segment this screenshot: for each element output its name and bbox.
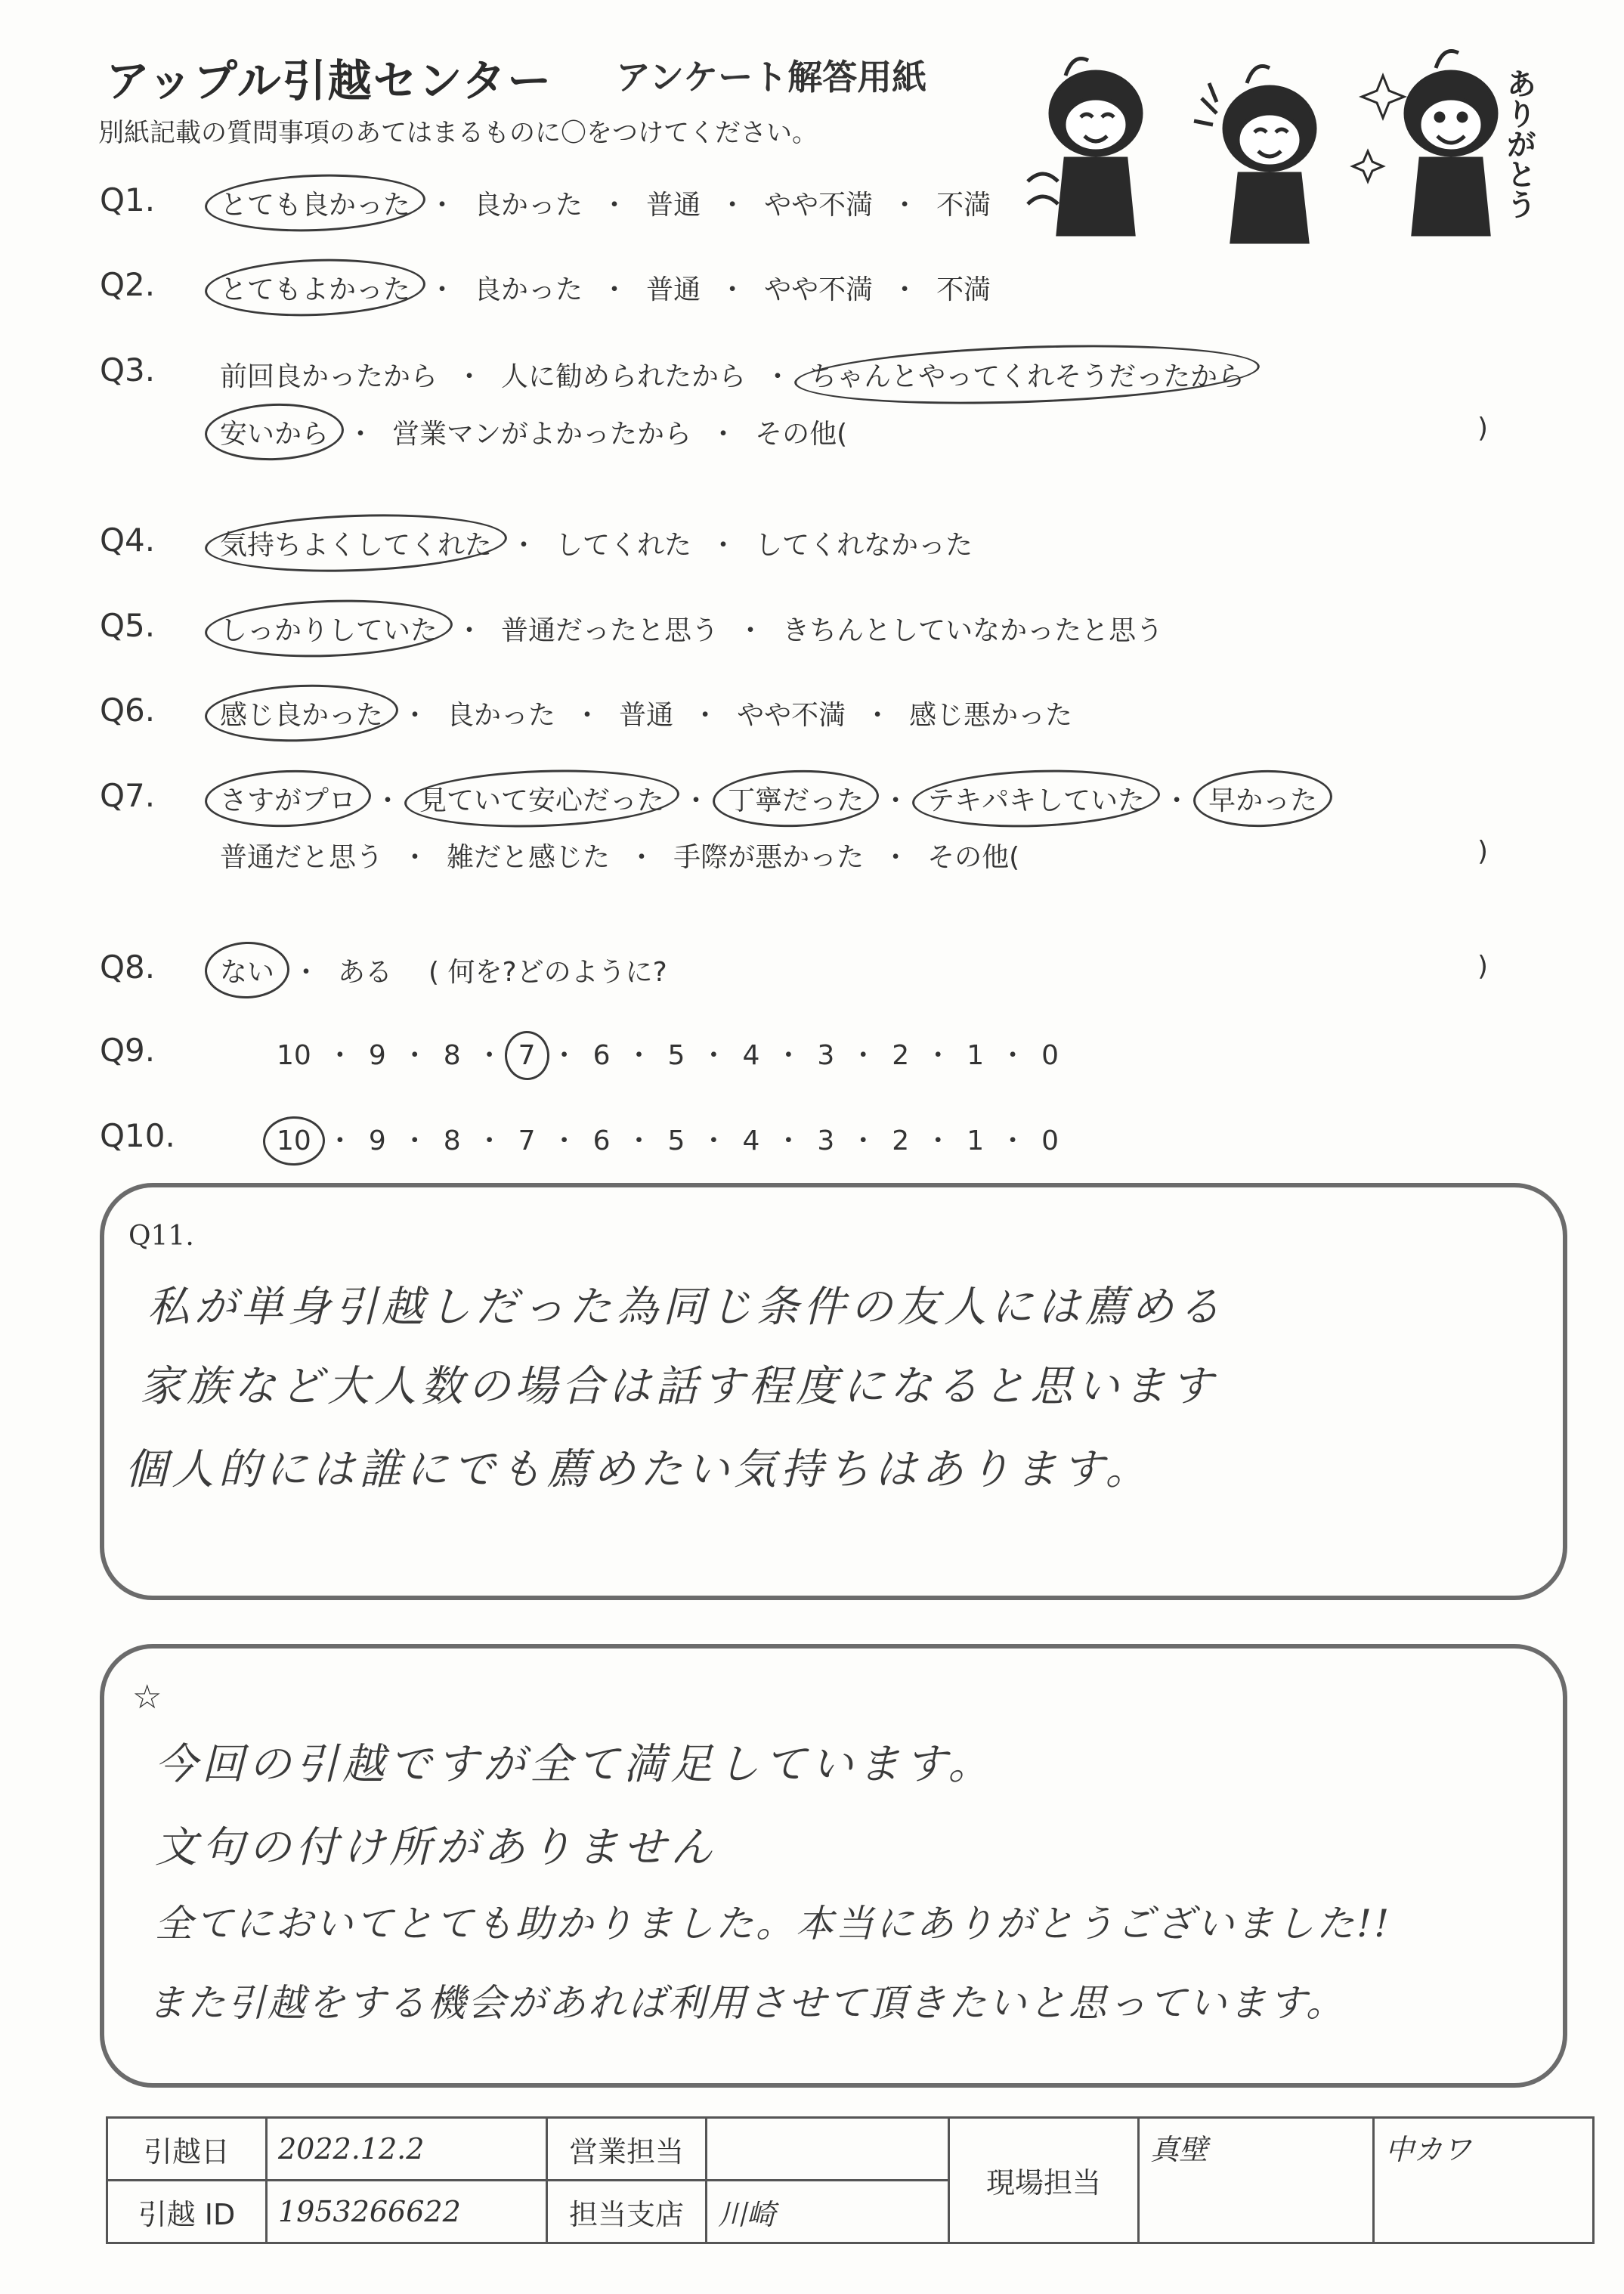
q8-option-3: ( 何を?どのように? <box>428 957 667 988</box>
q8-options: ない ・ ある ( 何を?どのように? <box>215 951 672 989</box>
q9-score-9[interactable]: 9 <box>368 1040 386 1071</box>
move-date-value[interactable]: 2022.12.2 <box>267 2118 547 2181</box>
q9-score-3[interactable]: 3 <box>817 1040 835 1071</box>
q8-option-1[interactable]: ない <box>215 951 279 989</box>
q2-option-5[interactable]: 不満 <box>936 274 991 305</box>
q7-option-4[interactable]: テキパキしていた <box>923 779 1149 818</box>
q1-option-2[interactable]: 良かった <box>474 190 583 221</box>
q3-option-4[interactable]: 安いから <box>215 413 333 451</box>
q9-score-6[interactable]: 6 <box>592 1040 611 1071</box>
q5-options: しっかりしていた ・ 普通だったと思う ・ きちんとしていなかったと思う <box>215 609 1168 648</box>
q10-score-3[interactable]: 3 <box>817 1125 835 1156</box>
q4-option-1[interactable]: 気持ちよくしてくれた <box>215 524 496 562</box>
q3-options-row2: 安いから ・ 営業マンがよかったから ・ その他( <box>215 413 852 451</box>
q9-score-8[interactable]: 8 <box>443 1040 461 1071</box>
q7-option-1[interactable]: さすがプロ <box>215 779 360 818</box>
mascot-illustration <box>1013 30 1557 249</box>
q11-label: Q11. <box>128 1221 194 1252</box>
q3-paren-close: ) <box>1477 413 1489 444</box>
q9-score-1[interactable]: 1 <box>967 1040 985 1071</box>
q4-options: 気持ちよくしてくれた ・ してくれた ・ してくれなかった <box>215 524 977 562</box>
site-staff-2[interactable]: 中カワ <box>1374 2118 1594 2243</box>
q6-label: Q6. <box>100 692 156 729</box>
move-id-value[interactable]: 1953266622 <box>267 2181 547 2243</box>
q10-scale: 10 ・ 9 ・ 8 ・ 7 ・ 6 ・ 5 ・ 4 ・ 3 ・ 2 ・ 1 ・ 0 <box>274 1119 1062 1158</box>
thanks-text: ありがとう <box>1502 68 1536 219</box>
q10-label: Q10. <box>100 1117 175 1154</box>
q5-option-3[interactable]: きちんとしていなかったと思う <box>782 615 1164 646</box>
q10-score-7[interactable]: 7 <box>518 1125 536 1156</box>
q3-option-5[interactable]: 営業マンがよかったから <box>392 419 692 450</box>
q8-label: Q8. <box>100 949 156 986</box>
q4-option-2[interactable]: してくれた <box>555 530 692 561</box>
q2-options: とてもよかった ・ 良かった ・ 普通 ・ やや不満 ・ 不満 <box>215 268 995 307</box>
survey-subtitle: アンケート解答用紙 <box>616 57 927 98</box>
q10-score-6[interactable]: 6 <box>592 1125 611 1156</box>
q11-line-3: 個人的には誰にでも薦めたい気持ちはあります。 <box>125 1445 1152 1494</box>
q6-option-5[interactable]: 感じ悪かった <box>909 700 1073 731</box>
q8-option-2[interactable]: ある <box>338 957 393 988</box>
q1-label: Q1. <box>100 181 156 218</box>
q7-option-3[interactable]: 丁寧だった <box>723 779 868 818</box>
q2-label: Q2. <box>100 266 156 303</box>
q8-paren-close: ) <box>1477 951 1489 982</box>
q2-option-4[interactable]: やや不満 <box>764 274 874 305</box>
site-staff-1[interactable]: 真壁 <box>1139 2118 1374 2243</box>
q10-score-4[interactable]: 4 <box>742 1125 760 1156</box>
q7-option-7[interactable]: 雑だと感じた <box>447 842 611 873</box>
q3-option-3[interactable]: ちゃんとやってくれそうだったから <box>805 355 1249 394</box>
q10-score-2[interactable]: 2 <box>892 1125 910 1156</box>
q7-options-row2: 普通だと思う ・ 雑だと感じた ・ 手際が悪かった ・ その他( <box>215 836 1024 875</box>
q5-option-2[interactable]: 普通だったと思う <box>501 615 719 646</box>
instruction-text: 別紙記載の質問事項のあてはまるものに〇をつけてください。 <box>98 118 818 148</box>
q7-option-5[interactable]: 早かった <box>1204 779 1322 818</box>
q10-score-1[interactable]: 1 <box>967 1125 985 1156</box>
q4-label: Q4. <box>100 522 156 559</box>
q11-line-1: 私が単身引越しだった為同じ条件の友人には薦める <box>147 1283 1225 1332</box>
q6-option-3[interactable]: 普通 <box>619 700 674 731</box>
q7-option-9[interactable]: その他( <box>927 842 1020 873</box>
q7-option-8[interactable]: 手際が悪かった <box>673 842 865 873</box>
q3-label: Q3. <box>100 351 156 389</box>
site-label: 現場担当 <box>949 2118 1139 2243</box>
star-line-2: 文句の付け所がありません <box>155 1823 717 1872</box>
q10-score-0[interactable]: 0 <box>1041 1125 1059 1156</box>
q6-option-1[interactable]: 感じ良かった <box>215 694 388 732</box>
q1-options: とても良かった ・ 良かった ・ 普通 ・ やや不満 ・ 不満 <box>215 184 995 222</box>
move-info-table <box>106 2116 1595 2244</box>
q10-score-8[interactable]: 8 <box>443 1125 461 1156</box>
q7-label: Q7. <box>100 777 156 814</box>
q3-option-6[interactable]: その他( <box>755 419 848 450</box>
branch-label: 担当支店 <box>547 2181 707 2243</box>
q9-score-0[interactable]: 0 <box>1041 1040 1059 1071</box>
sales-label: 営業担当 <box>547 2118 707 2181</box>
q1-option-4[interactable]: やや不満 <box>764 190 874 221</box>
q2-option-3[interactable]: 普通 <box>646 274 701 305</box>
q1-option-5[interactable]: 不満 <box>936 190 991 221</box>
q1-option-3[interactable]: 普通 <box>646 190 701 221</box>
q6-options: 感じ良かった ・ 良かった ・ 普通 ・ やや不満 ・ 感じ悪かった <box>215 694 1077 732</box>
q9-score-2[interactable]: 2 <box>892 1040 910 1071</box>
q9-score-7[interactable]: 7 <box>515 1040 539 1071</box>
q7-option-2[interactable]: 見ていて安心だった <box>415 779 669 818</box>
q3-options-row1: 前回良かったから ・ 人に勧められたから ・ ちゃんとやってくれそうだったから <box>215 355 1249 394</box>
star-line-4: また引越をする機会があれば利用させて頂きたいと思っています。 <box>147 1981 1346 2025</box>
q9-score-4[interactable]: 4 <box>742 1040 760 1071</box>
survey-title: アップル引越センター <box>106 55 553 107</box>
q2-option-2[interactable]: 良かった <box>474 274 583 305</box>
sales-value[interactable] <box>707 2118 949 2181</box>
q3-option-2[interactable]: 人に勧められたから <box>501 361 747 392</box>
q5-label: Q5. <box>100 607 156 644</box>
q2-option-1[interactable]: とてもよかった <box>215 268 415 307</box>
q5-option-1[interactable]: しっかりしていた <box>215 609 442 648</box>
q9-score-10[interactable]: 10 <box>277 1040 311 1071</box>
q10-score-10[interactable]: 10 <box>274 1125 314 1156</box>
q7-option-6[interactable]: 普通だと思う <box>220 842 384 873</box>
q10-score-5[interactable]: 5 <box>667 1125 685 1156</box>
q6-option-4[interactable]: やや不満 <box>737 700 846 731</box>
q6-option-2[interactable]: 良かった <box>447 700 556 731</box>
q3-option-1[interactable]: 前回良かったから <box>220 361 438 392</box>
q4-option-3[interactable]: してくれなかった <box>755 530 973 561</box>
q9-scale: 10 ・ 9 ・ 8 ・ 7 ・ 6 ・ 5 ・ 4 ・ 3 ・ 2 ・ 1 ・ 0 <box>274 1034 1062 1073</box>
star-line-1: 今回の引越ですが全て満足しています。 <box>155 1740 995 1789</box>
q7-paren-close: ) <box>1477 836 1489 867</box>
star-line-3: 全てにおいてとても助かりました。本当にありがとうございました!! <box>155 1902 1392 1946</box>
move-id-label: 引越 ID <box>107 2181 267 2243</box>
q7-options-row1: さすがプロ ・ 見ていて安心だった ・ 丁寧だった ・ テキパキしていた ・ 早かった <box>215 779 1322 818</box>
star-label: ☆ <box>132 1678 162 1717</box>
branch-value[interactable]: 川崎 <box>707 2181 949 2243</box>
move-date-label: 引越日 <box>107 2118 267 2181</box>
q11-line-2: 家族など大人数の場合は話す程度になると思います <box>140 1362 1217 1411</box>
q9-label: Q9. <box>100 1032 156 1069</box>
q10-score-9[interactable]: 9 <box>368 1125 386 1156</box>
q1-option-1[interactable]: とても良かった <box>215 184 415 222</box>
q9-score-5[interactable]: 5 <box>667 1040 685 1071</box>
